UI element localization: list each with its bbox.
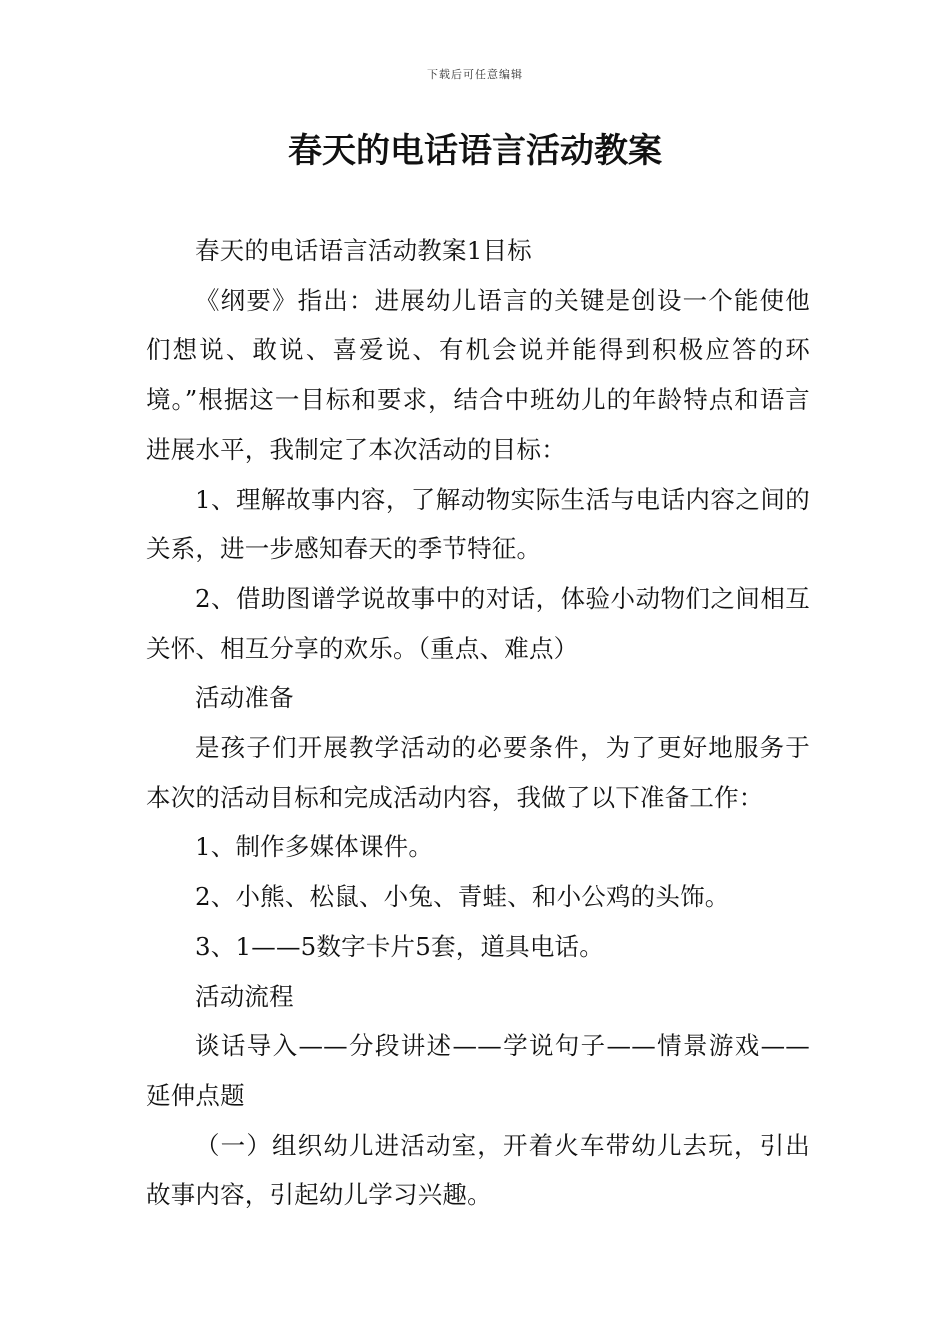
paragraph-process-heading: 活动流程	[195, 981, 294, 1011]
paragraph-process-flow: 谈话导入——分段讲述——学说句子——情景游戏——延伸点题	[146, 1031, 810, 1110]
paragraph-preparation-intro: 是孩子们开展教学活动的必要条件，为了更好地服务于本次的活动目标和完成活动内容，我做了以下准备工作：	[146, 733, 810, 812]
document-body	[146, 226, 810, 1220]
paragraph-preparation-heading: 活动准备	[195, 683, 294, 713]
paragraph-preparation-2: 2、小熊、松鼠、小兔、青蛙、和小公鸡的头饰。	[195, 882, 730, 912]
paragraph-section-heading: 春天的电话语言活动教案1目标	[195, 236, 532, 265]
paragraph-preparation-3: 3、1——5数字卡片5套，道具电话。	[195, 931, 604, 961]
document-title: 春天的电话语言活动教案	[288, 131, 662, 171]
paragraph-preparation-1: 1、制作多媒体课件。	[195, 832, 434, 862]
paragraph-intro: 《纲要》指出：进展幼儿语言的关键是创设一个能使他们想说、敢说、喜爱说、有机会说并能得到积极应答的环境。”根据这一目标和要求，结合中班幼儿的年龄特点和语言进展水平，我制定了本次活动的目标：	[146, 285, 810, 464]
paragraph-goal-2: 2、借助图谱学说故事中的对话，体验小动物们之间相互关怀、相互分享的欢乐。（重点、难点）	[146, 583, 810, 663]
header-note: 下载后可任意编辑	[427, 68, 523, 81]
paragraph-step-1: （一）组织幼儿进活动室，开着火车带幼儿去玩，引出故事内容，引起幼儿学习兴趣。	[146, 1130, 810, 1210]
paragraph-goal-1: 1、理解故事内容，了解动物实际生活与电话内容之间的关系，进一步感知春天的季节特征。	[146, 484, 810, 564]
